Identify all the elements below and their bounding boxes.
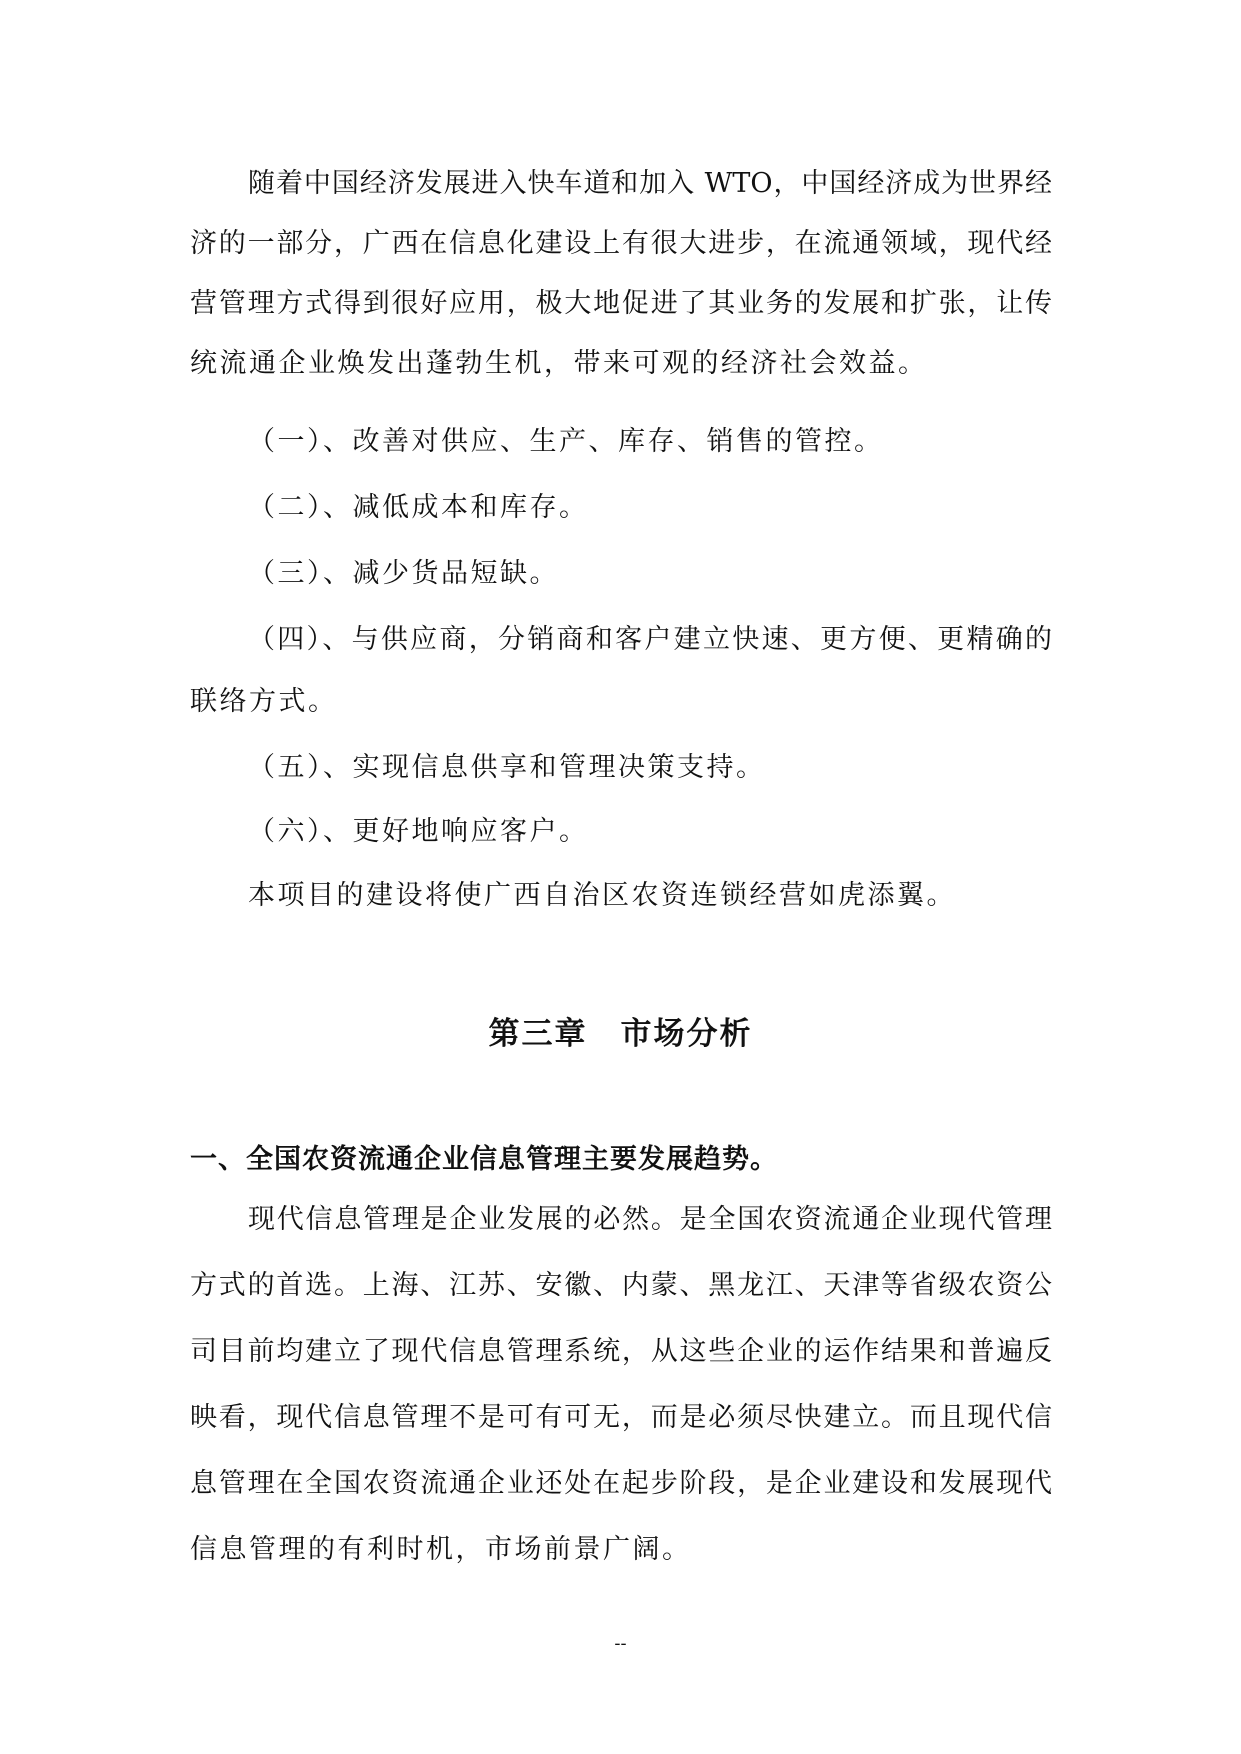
- benefit-item-1: （一）、改善对供应、生产、库存、销售的管控。: [248, 426, 884, 457]
- section-paragraph-line: 司目前均建立了现代信息管理系统，从这些企业的运作结果和普遍反: [190, 1336, 1052, 1367]
- section-paragraph-line: 息管理在全国农资流通企业还处在起步阶段，是企业建设和发展现代: [190, 1468, 1052, 1499]
- benefit-item-3: （三）、减少货品短缺。: [248, 558, 559, 589]
- benefit-item-4-line: （四）、与供应商，分销商和客户建立快速、更方便、更精确的: [248, 624, 1052, 655]
- section-paragraph-line: 现代信息管理是企业发展的必然。是全国农资流通企业现代管理: [248, 1204, 1052, 1235]
- intro-paragraph-line: 随着中国经济发展进入快车道和加入 WTO，中国经济成为世界经: [248, 168, 1052, 199]
- section-paragraph-line: 方式的首选。上海、江苏、安徽、内蒙、黑龙江、天津等省级农资公: [190, 1270, 1052, 1301]
- benefit-item-4-line: 联络方式。: [190, 686, 338, 717]
- conclusion-line: 本项目的建设将使广西自治区农资连锁经营如虎添翼。: [248, 880, 956, 911]
- section-paragraph-line: 映看，现代信息管理不是可有可无，而是必须尽快建立。而且现代信: [190, 1402, 1052, 1433]
- intro-paragraph-line: 营管理方式得到很好应用，极大地促进了其业务的发展和扩张，让传: [190, 288, 1052, 319]
- benefit-item-5: （五）、实现信息供享和管理决策支持。: [248, 752, 766, 783]
- benefit-item-6: （六）、更好地响应客户。: [248, 816, 589, 847]
- section-paragraph-line: 信息管理的有利时机，市场前景广阔。: [190, 1534, 692, 1565]
- section-heading: 一、全国农资流通企业信息管理主要发展趋势。: [190, 1144, 778, 1175]
- page-footer-mark: --: [614, 1633, 627, 1654]
- intro-paragraph-line: 统流通企业焕发出蓬勃生机，带来可观的经济社会效益。: [190, 348, 928, 379]
- chapter-title: 第三章 市场分析: [488, 1016, 753, 1052]
- intro-paragraph-line: 济的一部分，广西在信息化建设上有很大进步，在流通领域，现代经: [190, 228, 1052, 259]
- benefit-item-2: （二）、减低成本和库存。: [248, 492, 589, 523]
